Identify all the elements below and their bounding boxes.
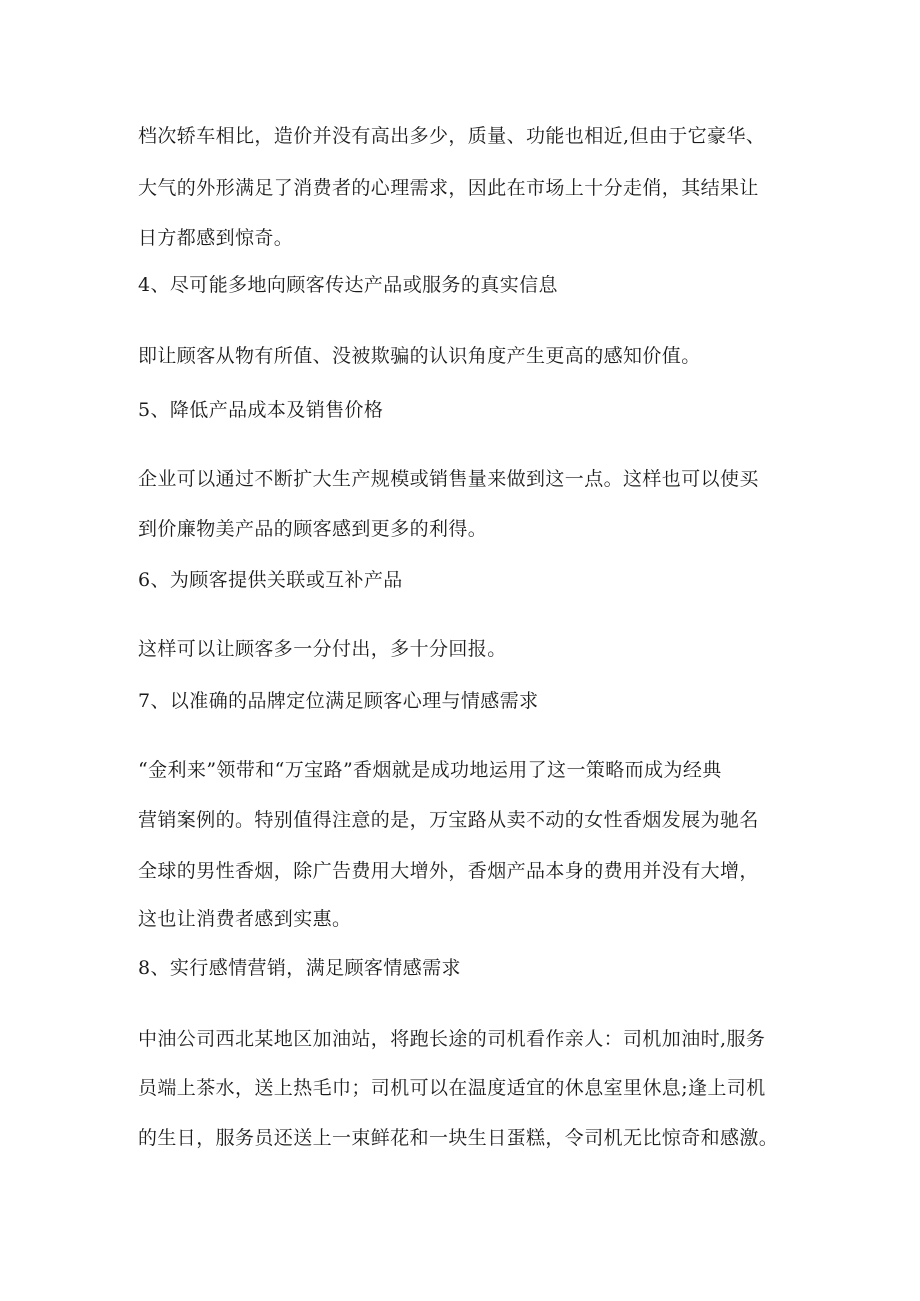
paragraph-intro-line-3: 日方都感到惊奇。 xyxy=(138,227,294,249)
paragraph-7-line-3: 全球的男性香烟，除广告费用大增外，香烟产品本身的费用并没有大增， xyxy=(138,860,759,882)
paragraph-5-line-2: 到价廉物美产品的顾客感到更多的利得。 xyxy=(138,518,488,540)
paragraph-8-line-2: 员端上茶水，送上热毛巾；司机可以在温度适宜的休息室里休息;逢上司机 xyxy=(138,1077,766,1099)
heading-7: 7、以准确的品牌定位满足顾客心理与情感需求 xyxy=(138,690,539,712)
heading-5: 5、降低产品成本及销售价格 xyxy=(138,399,384,421)
paragraph-6-line-1: 这样可以让顾客多一分付出，多十分回报。 xyxy=(138,638,507,660)
paragraph-5-line-1: 企业可以通过不断扩大生产规模或销售量来做到这一点。这样也可以使买 xyxy=(138,468,759,490)
paragraph-intro-line-2: 大气的外形满足了消费者的心理需求，因此在市场上十分走俏，其结果让 xyxy=(138,177,759,199)
paragraph-4-line-1: 即让顾客从物有所值、没被欺骗的认识角度产生更高的感知价值。 xyxy=(138,345,701,367)
heading-8: 8、实行感情营销，满足顾客情感需求 xyxy=(138,957,461,979)
paragraph-8-line-1: 中油公司西北某地区加油站，将跑长途的司机看作亲人：司机加油时,服务 xyxy=(138,1028,766,1050)
heading-4: 4、尽可能多地向顾客传达产品或服务的真实信息 xyxy=(138,274,558,296)
paragraph-intro-line-1: 档次轿车相比，造价并没有高出多少，质量、功能也相近,但由于它豪华、 xyxy=(138,125,766,147)
heading-6: 6、为顾客提供关联或互补产品 xyxy=(138,569,403,591)
paragraph-7-line-1: “金利来”领带和“万宝路”香烟就是成功地运用了这一策略而成为经典 xyxy=(138,759,722,781)
paragraph-7-line-4: 这也让消费者感到实惠。 xyxy=(138,908,352,930)
paragraph-8-line-3: 的生日，服务员还送上一束鲜花和一块生日蛋糕，令司机无比惊奇和感激。 xyxy=(138,1127,779,1149)
paragraph-7-line-2: 营销案例的。特别值得注意的是，万宝路从卖不动的女性香烟发展为驰名 xyxy=(138,809,759,831)
